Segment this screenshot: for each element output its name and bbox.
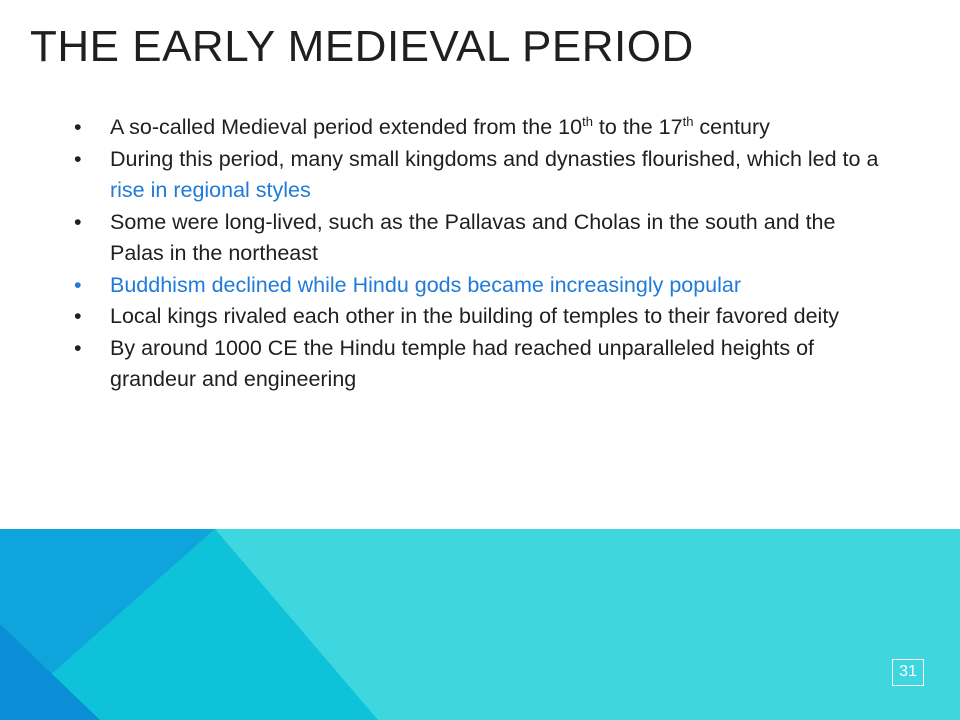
- bullet-list: [74, 112, 894, 396]
- bullet-text: During this period, many small kingdoms and dynasties flourished, which led to a: [110, 146, 879, 171]
- bullet-item: [74, 144, 894, 207]
- bullet-item: [74, 207, 894, 270]
- bullet-marker: •: [74, 335, 82, 360]
- superscript: th: [682, 114, 694, 129]
- bullet-marker: •: [74, 209, 82, 234]
- bullet-item: [74, 112, 894, 144]
- bullet-marker: •: [74, 146, 82, 171]
- bullet-item: [74, 333, 894, 396]
- highlighted-text: rise in regional styles: [110, 178, 311, 202]
- bullet-item: [74, 301, 894, 333]
- bullet-text: Local kings rivaled each other in the building of temples to their favored deity: [110, 304, 840, 328]
- slide-title: THE EARLY MEDIEVAL PERIOD: [30, 22, 694, 71]
- bullet-text: A so-called Medieval period extended from the 10: [110, 115, 583, 139]
- bullet-text: By around 1000 CE the Hindu temple had reached unparalleled heights of grandeur and engineering: [110, 335, 815, 391]
- bullet-marker: •: [74, 115, 82, 139]
- bullet-text: Some were long-lived, such as the Pallavas and Cholas in the south and the Palas in the northeast: [110, 209, 836, 265]
- bullet-text: century: [693, 115, 770, 139]
- bullet-marker: •: [74, 304, 82, 328]
- bullet-text: Buddhism declined while Hindu gods became increasingly popular: [110, 272, 742, 297]
- bullet-item-highlighted: [74, 270, 894, 302]
- slide-number: 31: [892, 659, 924, 686]
- superscript: th: [582, 114, 593, 129]
- footer-decoration: [0, 529, 960, 720]
- bullet-marker: •: [74, 272, 82, 297]
- bullet-text: to the 17: [592, 115, 683, 139]
